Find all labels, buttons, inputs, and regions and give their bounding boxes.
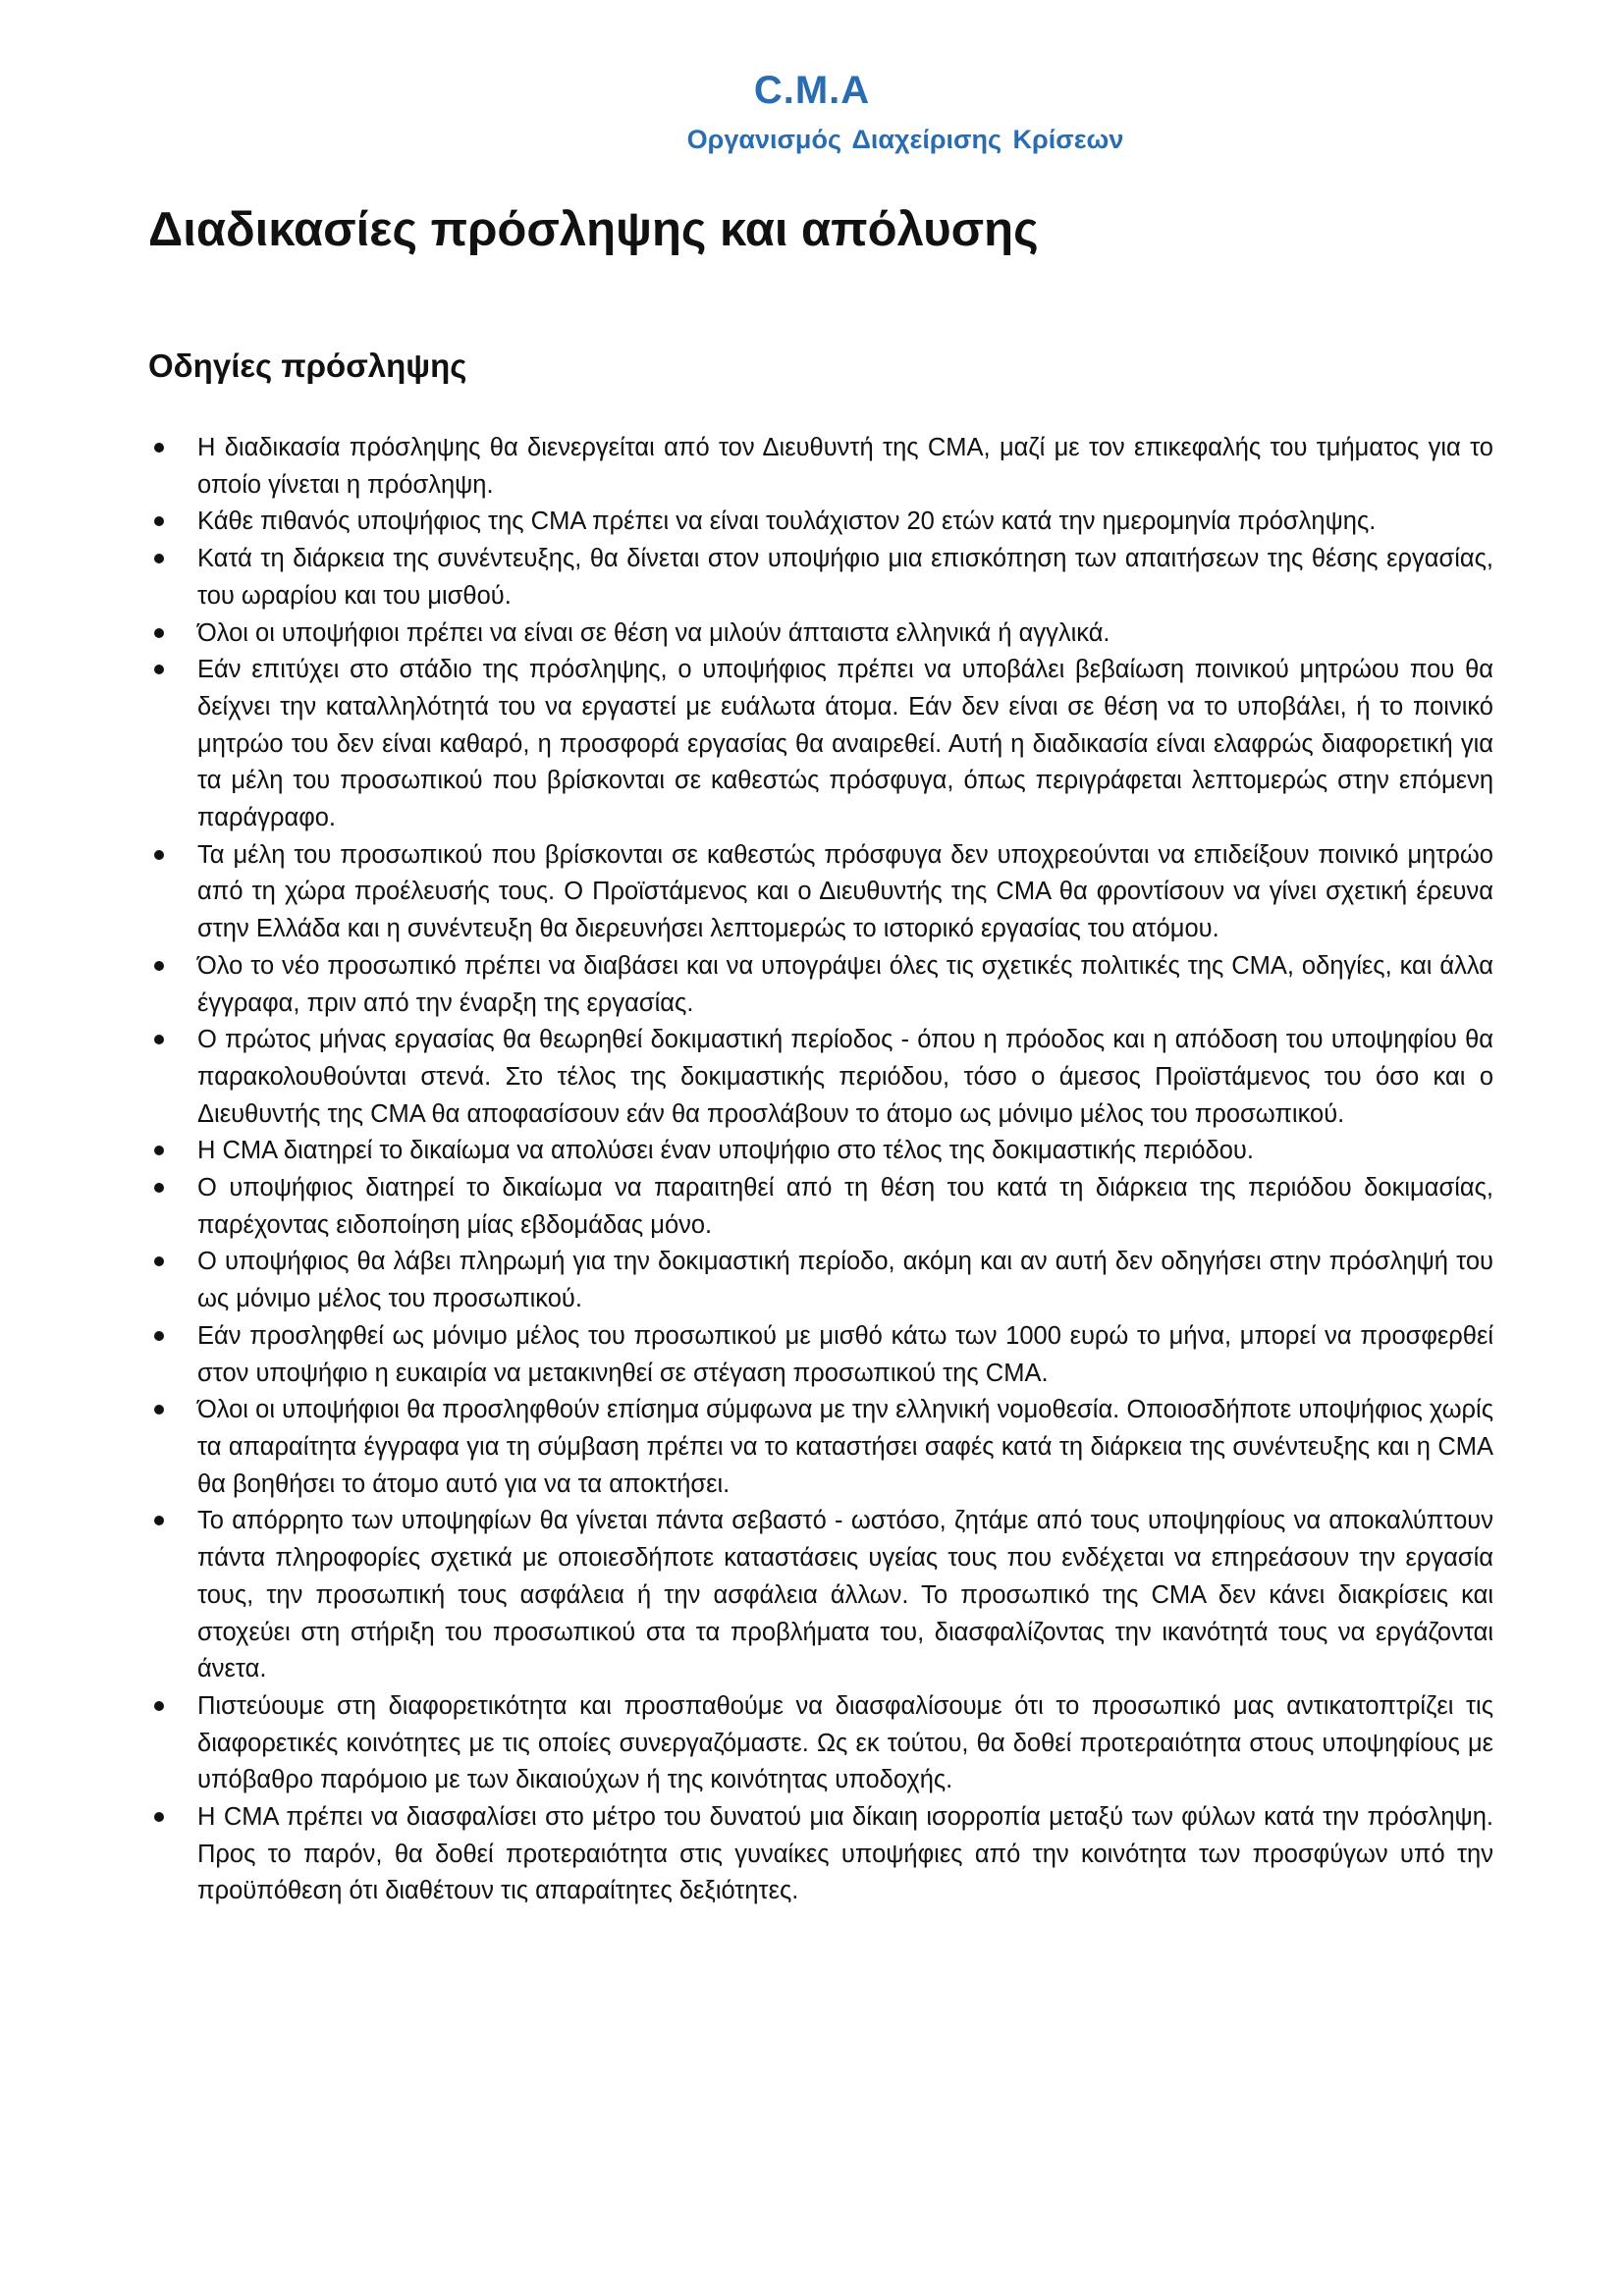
organization-subtitle: Οργανισμός Διαχείρισης Κρίσεων: [686, 125, 1124, 154]
list-item: [148, 1133, 1493, 1170]
bullet-icon: [154, 1405, 164, 1415]
list-item-text: Τα μέλη του προσωπικού που βρίσκονται σε καθεστώς πρόσφυγα δεν υποχρεούνται να επιδείξουν ποινικό μητρώο από τη χώρα προέλευσής τους. Ο Προϊστάμενος και ο Διευθυντής της CMA θα φροντίσουν να γίνει σχετική έρευνα στην Ελλάδα και η συνέντευξη θα διερευνήσει λεπτομερώς το ιστορικό εργασίας του ατόμου.: [197, 840, 1493, 943]
list-item-text: Ο πρώτος μήνας εργασίας θα θεωρηθεί δοκιμαστική περίοδος - όπου η πρόοδος και η απόδοση του υποψηφίου θα παρακολουθούνται στενά. Στο τέλος της δοκιμαστικής περιόδου, τόσο ο άμεσος Προϊστάμενος του όσο και ο Διευθυντής της CMA θα αποφασίσουν εάν θα προσλάβουν το άτομο ως μόνιμο μέλος του προσωπικού.: [197, 1026, 1493, 1128]
bullet-icon: [154, 850, 164, 860]
organization-header: [0, 67, 1624, 157]
list-item: [148, 1503, 1493, 1688]
list-item: [148, 615, 1493, 653]
list-item-text: Εάν προσληφθεί ως μόνιμο μέλος του προσωπικού με μισθό κάτω των 1000 ευρώ το μήνα, μπορεί να προσφερθεί στον υποψήφιο η ευκαιρία να μετακινηθεί σε στέγαση προσωπικού της CMA.: [197, 1321, 1493, 1387]
bullet-icon: [154, 1035, 164, 1044]
bullet-icon: [154, 665, 164, 674]
list-item-text: Όλοι οι υποψήφιοι πρέπει να είναι σε θέση να μιλούν άπταιστα ελληνικά ή αγγλικά.: [197, 618, 1110, 647]
bullet-icon: [154, 443, 164, 453]
list-item-text: Ο υποψήφιος διατηρεί το δικαίωμα να παραιτηθεί από τη θέση του κατά τη διάρκεια της περιόδου δοκιμασίας, παρέχοντας ειδοποίηση μίας εβδομάδας μόνο.: [197, 1174, 1493, 1239]
list-item: [148, 837, 1493, 948]
list-item: [148, 652, 1493, 837]
list-item-text: Κάθε πιθανός υποψήφιος της CMA πρέπει να είναι τουλάχιστον 20 ετών κατά την ημερομηνία πρόσληψης.: [197, 507, 1377, 536]
list-item: [148, 1022, 1493, 1133]
bullet-icon: [154, 1812, 164, 1822]
section-heading: Οδηγίες πρόσληψης: [148, 347, 467, 384]
bullet-icon: [154, 1331, 164, 1341]
bullet-icon: [154, 1146, 164, 1155]
list-item-text: Η CMA πρέπει να διασφαλίσει στο μέτρο του δυνατού μια δίκαιη ισορροπία μεταξύ των φύλων κατά την πρόσληψη. Προς το παρόν, θα δοθεί προτεραιότητα στις γυναίκες υποψήφιες από την κοινότητα των προσφύγων υπό την προϋπόθεση ότι διαθέτουν τις απαραίτητες δεξιότητες.: [197, 1803, 1493, 1905]
organization-name: C.M.A: [753, 69, 871, 112]
list-item: [148, 1799, 1493, 1910]
list-item-text: Πιστεύουμε στη διαφορετικότητα και προσπαθούμε να διασφαλίσουμε ότι το προσωπικό μας αντικατοπτρίζει τις διαφορετικές κοινότητες με τις οποίες συνεργαζόμαστε. Ως εκ τούτου, θα δοθεί προτεραιότητα στους υποψηφίους με υπόβαθρο παρόμοιο με των δικαιούχων ή της κοινότητας υποδοχής.: [197, 1691, 1493, 1794]
bullet-icon: [154, 961, 164, 971]
list-item-text: Η διαδικασία πρόσληψης θα διενεργείται από τον Διευθυντή της CMA, μαζί με τον επικεφαλής του τμήματος για το οποίο γίνεται η πρόσληψη.: [197, 434, 1493, 499]
bullet-icon: [154, 1516, 164, 1525]
list-item-text: Όλο το νέο προσωπικό πρέπει να διαβάσει και να υπογράψει όλες τις σχετικές πολιτικές της CMA, οδηγίες, και άλλα έγγραφα, πριν από την έναρξη της εργασίας.: [197, 951, 1493, 1017]
list-item-text: Ο υποψήφιος θα λάβει πληρωμή για την δοκιμαστική περίοδο, ακόμη και αν αυτή δεν οδηγήσει στην πρόσληψή του ως μόνιμο μέλος του προσωπικού.: [197, 1248, 1493, 1313]
list-item: [148, 1392, 1493, 1503]
list-item: [148, 948, 1493, 1022]
list-item-text: Το απόρρητο των υποψηφίων θα γίνεται πάντα σεβαστό - ωστόσο, ζητάμε από τους υποψηφίους να αποκαλύπτουν πάντα πληροφορίες σχετικά με οποιεσδήποτε καταστάσεις υγείας τους που ενδέχεται να επηρεάσουν την εργασία τους, την προσωπική τους ασφάλεια ή την ασφάλεια άλλων. Το προσωπικό της CMA δεν κάνει διακρίσεις και στοχεύει στη στήριξη του προσωπικού στα τα προβλήματα του, διασφαλίζοντας την ικανότητά τους να εργάζονται άνετα.: [197, 1507, 1493, 1683]
list-item: [148, 1688, 1493, 1799]
bullet-icon: [154, 1256, 164, 1266]
list-item: [148, 430, 1493, 504]
bullet-icon: [154, 554, 164, 563]
bullet-icon: [154, 1701, 164, 1711]
bullet-icon: [154, 1183, 164, 1193]
list-item-text: Κατά τη διάρκεια της συνέντευξης, θα δίνεται στον υποψήφιο μια επισκόπηση των απαιτήσεων της θέσης εργασίας, του ωραρίου και του μισθού.: [197, 545, 1493, 610]
list-item: [148, 1170, 1493, 1244]
list-item-text: Εάν επιτύχει στο στάδιο της πρόσληψης, ο υποψήφιος πρέπει να υποβάλει βεβαίωση ποινικού μητρώου που θα δείχνει την καταλληλότητά του να εργαστεί με ευάλωτα άτομα. Εάν δεν είναι σε θέση να το υποβάλει, ή το ποινικό μητρώο του δεν είναι καθαρό, η προσφορά εργασίας θα αναιρεθεί. Αυτή η διαδικασία είναι ελαφρώς διαφορετική για τα μέλη του προσωπικού που βρίσκονται σε καθεστώς πρόσφυγα, όπως περιγράφεται λεπτομερώς στην επόμενη παράγραφο.: [197, 656, 1493, 832]
list-item: [148, 1244, 1493, 1317]
list-item-text: Η CMA διατηρεί το δικαίωμα να απολύσει έναν υποψήφιο στο τέλος της δοκιμαστικής περιόδου.: [197, 1137, 1254, 1165]
document-title: Διαδικασίες πρόσληψης και απόλυσης: [148, 203, 1039, 256]
bullet-icon: [154, 516, 164, 526]
list-item: [148, 504, 1493, 541]
list-item: [148, 1318, 1493, 1392]
hiring-guidelines-list: [148, 430, 1493, 1910]
list-item: [148, 541, 1493, 614]
bullet-icon: [154, 628, 164, 638]
list-item-text: Όλοι οι υποψήφιοι θα προσληφθούν επίσημα σύμφωνα με την ελληνική νομοθεσία. Οποιοσδήποτε υποψήφιος χωρίς τα απαραίτητα έγγραφα για τη σύμβαση πρέπει να το καταστήσει σαφές κατά τη διάρκεια της συνέντευξης και η CMA θα βοηθήσει το άτομο αυτό για να τα αποκτήσει.: [197, 1396, 1493, 1498]
